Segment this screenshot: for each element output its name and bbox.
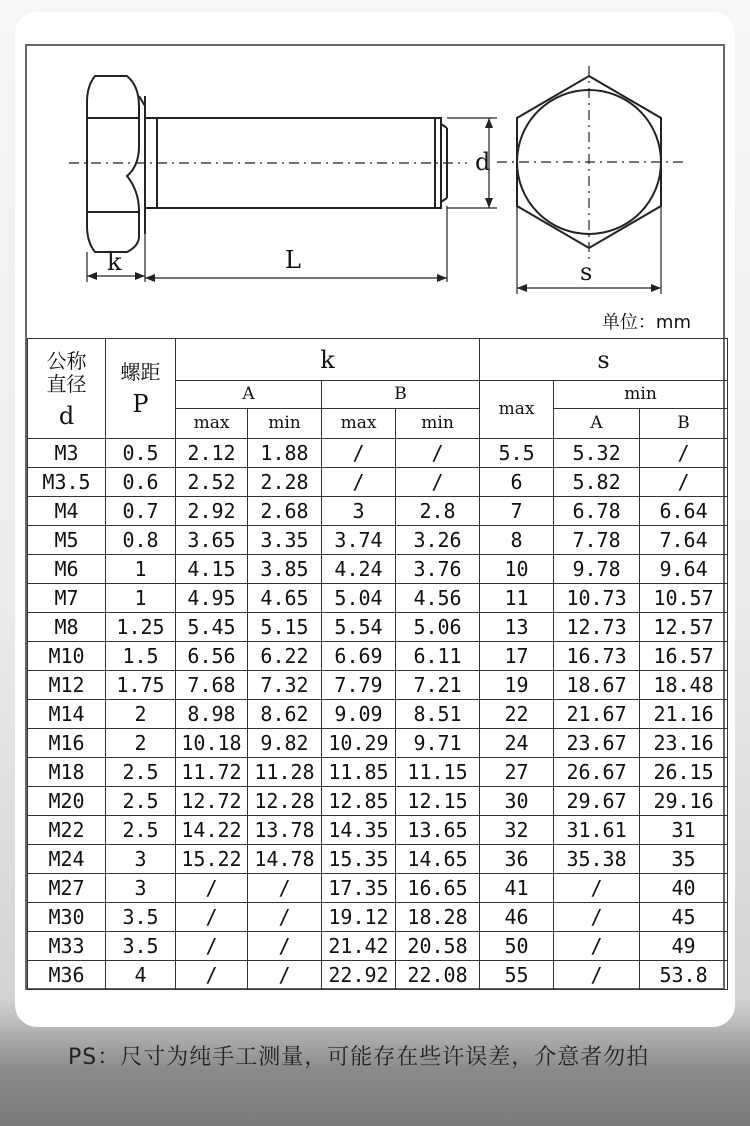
table-cell: 13.65 <box>396 816 480 845</box>
table-cell: / <box>176 961 248 990</box>
table-cell: 9.82 <box>248 729 322 758</box>
table-cell: 9.64 <box>640 555 728 584</box>
table-cell: 11 <box>480 584 554 613</box>
table-cell: 2.12 <box>176 439 248 468</box>
table-cell: 21.42 <box>322 932 396 961</box>
table-cell: M30 <box>28 903 106 932</box>
table-cell: 20.58 <box>396 932 480 961</box>
table-cell: 46 <box>480 903 554 932</box>
table-cell: 10.73 <box>554 584 640 613</box>
table-cell: 3.5 <box>106 903 176 932</box>
table-cell: 19 <box>480 671 554 700</box>
table-cell: 14.22 <box>176 816 248 845</box>
unit-label: 单位：mm <box>601 312 691 333</box>
table-cell: 12.85 <box>322 787 396 816</box>
table-cell: 3.74 <box>322 526 396 555</box>
table-cell: M22 <box>28 816 106 845</box>
table-cell: 2 <box>106 700 176 729</box>
table-row <box>28 497 728 526</box>
table-cell: 41 <box>480 874 554 903</box>
table-cell: 29.16 <box>640 787 728 816</box>
table-cell: 0.8 <box>106 526 176 555</box>
table-cell: M3 <box>28 439 106 468</box>
table-cell: 27 <box>480 758 554 787</box>
table-cell: M18 <box>28 758 106 787</box>
table-cell: 31.61 <box>554 816 640 845</box>
table-cell: 0.6 <box>106 468 176 497</box>
table-cell: / <box>554 874 640 903</box>
table-cell: 14.35 <box>322 816 396 845</box>
table-row <box>28 845 728 874</box>
table-cell: 3.35 <box>248 526 322 555</box>
table-cell: 1.25 <box>106 613 176 642</box>
table-cell: 3.76 <box>396 555 480 584</box>
table-cell: 17 <box>480 642 554 671</box>
header-k: k <box>176 339 480 381</box>
table-cell: 11.85 <box>322 758 396 787</box>
dim-label-L: L <box>285 246 301 274</box>
table-row <box>28 584 728 613</box>
dim-label-s: s <box>580 258 593 286</box>
table-cell: / <box>248 874 322 903</box>
table-cell: 5.82 <box>554 468 640 497</box>
table-cell: 2.5 <box>106 758 176 787</box>
table-cell: 0.5 <box>106 439 176 468</box>
table-cell: 9.09 <box>322 700 396 729</box>
table-cell: 6.64 <box>640 497 728 526</box>
table-cell: 17.35 <box>322 874 396 903</box>
table-cell: 10.29 <box>322 729 396 758</box>
table-cell: 8.98 <box>176 700 248 729</box>
table-cell: 31 <box>640 816 728 845</box>
footer-note: PS：尺寸为纯手工测量，可能存在些许误差，介意者勿拍 <box>68 1045 650 1070</box>
table-cell: 2.92 <box>176 497 248 526</box>
table-cell: M27 <box>28 874 106 903</box>
table-cell: / <box>176 932 248 961</box>
table-cell: M16 <box>28 729 106 758</box>
table-cell: / <box>554 932 640 961</box>
table-body <box>28 439 728 990</box>
spec-sheet <box>25 44 725 990</box>
table-cell: 13 <box>480 613 554 642</box>
table-cell: 3 <box>106 874 176 903</box>
table-cell: 2 <box>106 729 176 758</box>
table-cell: / <box>248 903 322 932</box>
table-cell: 12.28 <box>248 787 322 816</box>
header-s-min-a: A <box>554 409 640 439</box>
table-row <box>28 613 728 642</box>
table-cell: 18.48 <box>640 671 728 700</box>
table-cell: 35 <box>640 845 728 874</box>
table-cell: 49 <box>640 932 728 961</box>
table-cell: 5.15 <box>248 613 322 642</box>
table-cell: 1.5 <box>106 642 176 671</box>
table-cell: 29.67 <box>554 787 640 816</box>
table-row <box>28 874 728 903</box>
table-cell: 19.12 <box>322 903 396 932</box>
table-cell: 26.67 <box>554 758 640 787</box>
table-cell: 8.51 <box>396 700 480 729</box>
table-row <box>28 932 728 961</box>
table-cell: 4.56 <box>396 584 480 613</box>
table-cell: 16.57 <box>640 642 728 671</box>
table-cell: 11.72 <box>176 758 248 787</box>
table-cell: 3.26 <box>396 526 480 555</box>
table-cell: 0.7 <box>106 497 176 526</box>
header-s-min-b: B <box>640 409 728 439</box>
table-cell: 6.11 <box>396 642 480 671</box>
table-cell: 26.15 <box>640 758 728 787</box>
table-cell: 15.35 <box>322 845 396 874</box>
table-cell: / <box>248 961 322 990</box>
table-cell: 55 <box>480 961 554 990</box>
table-cell: 1 <box>106 584 176 613</box>
table-cell: 8.62 <box>248 700 322 729</box>
table-cell: 22.92 <box>322 961 396 990</box>
table-row <box>28 468 728 497</box>
table-cell: M5 <box>28 526 106 555</box>
table-row <box>28 729 728 758</box>
table-cell: 4.24 <box>322 555 396 584</box>
table-cell: 7.78 <box>554 526 640 555</box>
table-cell: / <box>554 961 640 990</box>
table-cell: 2.68 <box>248 497 322 526</box>
dim-label-d: d <box>475 148 491 176</box>
table-cell: / <box>640 439 728 468</box>
table-row <box>28 903 728 932</box>
table-cell: / <box>396 439 480 468</box>
table-cell: 21.67 <box>554 700 640 729</box>
table-cell: 3 <box>322 497 396 526</box>
table-cell: 7.32 <box>248 671 322 700</box>
table-cell: 1.75 <box>106 671 176 700</box>
table-cell: 9.71 <box>396 729 480 758</box>
table-cell: M4 <box>28 497 106 526</box>
table-cell: 36 <box>480 845 554 874</box>
table-cell: 5.06 <box>396 613 480 642</box>
header-s-min: min <box>554 381 728 409</box>
table-row <box>28 439 728 468</box>
table-cell: 16.73 <box>554 642 640 671</box>
table-cell: 2.28 <box>248 468 322 497</box>
table-cell: 3.85 <box>248 555 322 584</box>
table-cell: 10 <box>480 555 554 584</box>
table-cell: / <box>322 439 396 468</box>
table-cell: 5.32 <box>554 439 640 468</box>
table-cell: 7.79 <box>322 671 396 700</box>
table-cell: 8 <box>480 526 554 555</box>
table-row <box>28 642 728 671</box>
table-cell: 4.15 <box>176 555 248 584</box>
table-cell: 14.65 <box>396 845 480 874</box>
table-cell: / <box>176 874 248 903</box>
table-cell: / <box>322 468 396 497</box>
table-cell: M36 <box>28 961 106 990</box>
table-cell: 6.22 <box>248 642 322 671</box>
table-cell: 12.57 <box>640 613 728 642</box>
table-cell: 40 <box>640 874 728 903</box>
table-cell: 32 <box>480 816 554 845</box>
table-cell: 12.15 <box>396 787 480 816</box>
table-cell: 7.68 <box>176 671 248 700</box>
table-cell: 5.5 <box>480 439 554 468</box>
table-cell: 3.5 <box>106 932 176 961</box>
table-cell: M6 <box>28 555 106 584</box>
table-row <box>28 671 728 700</box>
header-k-a-min: min <box>248 409 322 439</box>
table-row <box>28 758 728 787</box>
table-cell: 22 <box>480 700 554 729</box>
table-cell: 18.67 <box>554 671 640 700</box>
table-cell: 50 <box>480 932 554 961</box>
table-cell: M20 <box>28 787 106 816</box>
table-cell: 1.88 <box>248 439 322 468</box>
table-cell: 15.22 <box>176 845 248 874</box>
table-row <box>28 961 728 990</box>
table-cell: / <box>176 903 248 932</box>
table-row <box>28 816 728 845</box>
table-cell: 7.21 <box>396 671 480 700</box>
table-cell: 2.8 <box>396 497 480 526</box>
table-cell: M14 <box>28 700 106 729</box>
table-cell: 6.56 <box>176 642 248 671</box>
dimension-table <box>27 338 728 990</box>
table-cell: 30 <box>480 787 554 816</box>
table-cell: 18.28 <box>396 903 480 932</box>
header-s-max: max <box>480 381 554 439</box>
hex-bolt-drawing <box>27 46 727 340</box>
table-cell: 6.69 <box>322 642 396 671</box>
table-cell: 12.72 <box>176 787 248 816</box>
table-cell: 21.16 <box>640 700 728 729</box>
table-cell: 24 <box>480 729 554 758</box>
table-cell: / <box>396 468 480 497</box>
table-cell: 3 <box>106 845 176 874</box>
bolt-head-outline <box>87 76 139 252</box>
header-pitch: 螺距 P <box>106 339 176 439</box>
table-cell: 22.08 <box>396 961 480 990</box>
table-row <box>28 700 728 729</box>
header-s: s <box>480 339 728 381</box>
header-nominal-diameter: 公称直径 d <box>28 339 106 439</box>
table-row <box>28 787 728 816</box>
table-row <box>28 526 728 555</box>
table-cell: 10.57 <box>640 584 728 613</box>
table-cell: 35.38 <box>554 845 640 874</box>
table-cell: 11.28 <box>248 758 322 787</box>
table-cell: 10.18 <box>176 729 248 758</box>
table-cell: 4.95 <box>176 584 248 613</box>
table-cell: 7.64 <box>640 526 728 555</box>
header-k-b-min: min <box>396 409 480 439</box>
table-cell: / <box>554 903 640 932</box>
table-cell: 23.67 <box>554 729 640 758</box>
table-cell: 2.52 <box>176 468 248 497</box>
table-cell: M3.5 <box>28 468 106 497</box>
table-cell: 7 <box>480 497 554 526</box>
table-cell: 11.15 <box>396 758 480 787</box>
table-cell: / <box>248 932 322 961</box>
header-k-a-max: max <box>176 409 248 439</box>
table-cell: 6 <box>480 468 554 497</box>
dim-label-k: k <box>107 248 122 276</box>
table-cell: 3.65 <box>176 526 248 555</box>
table-cell: M10 <box>28 642 106 671</box>
table-cell: 23.16 <box>640 729 728 758</box>
table-cell: 5.45 <box>176 613 248 642</box>
table-cell: M12 <box>28 671 106 700</box>
table-cell: 12.73 <box>554 613 640 642</box>
table-cell: 13.78 <box>248 816 322 845</box>
table-cell: 16.65 <box>396 874 480 903</box>
table-cell: 6.78 <box>554 497 640 526</box>
table-cell: 53.8 <box>640 961 728 990</box>
table-cell: 2.5 <box>106 787 176 816</box>
table-cell: 1 <box>106 555 176 584</box>
header-k-grade-b: B <box>322 381 480 409</box>
table-cell: 2.5 <box>106 816 176 845</box>
header-k-b-max: max <box>322 409 396 439</box>
table-cell: M8 <box>28 613 106 642</box>
table-cell: 5.04 <box>322 584 396 613</box>
header-k-grade-a: A <box>176 381 322 409</box>
table-cell: M7 <box>28 584 106 613</box>
table-cell: 9.78 <box>554 555 640 584</box>
table-row <box>28 555 728 584</box>
table-cell: M33 <box>28 932 106 961</box>
table-cell: 4 <box>106 961 176 990</box>
table-cell: M24 <box>28 845 106 874</box>
table-cell: 4.65 <box>248 584 322 613</box>
table-cell: 45 <box>640 903 728 932</box>
table-cell: / <box>640 468 728 497</box>
table-cell: 14.78 <box>248 845 322 874</box>
table-cell: 5.54 <box>322 613 396 642</box>
